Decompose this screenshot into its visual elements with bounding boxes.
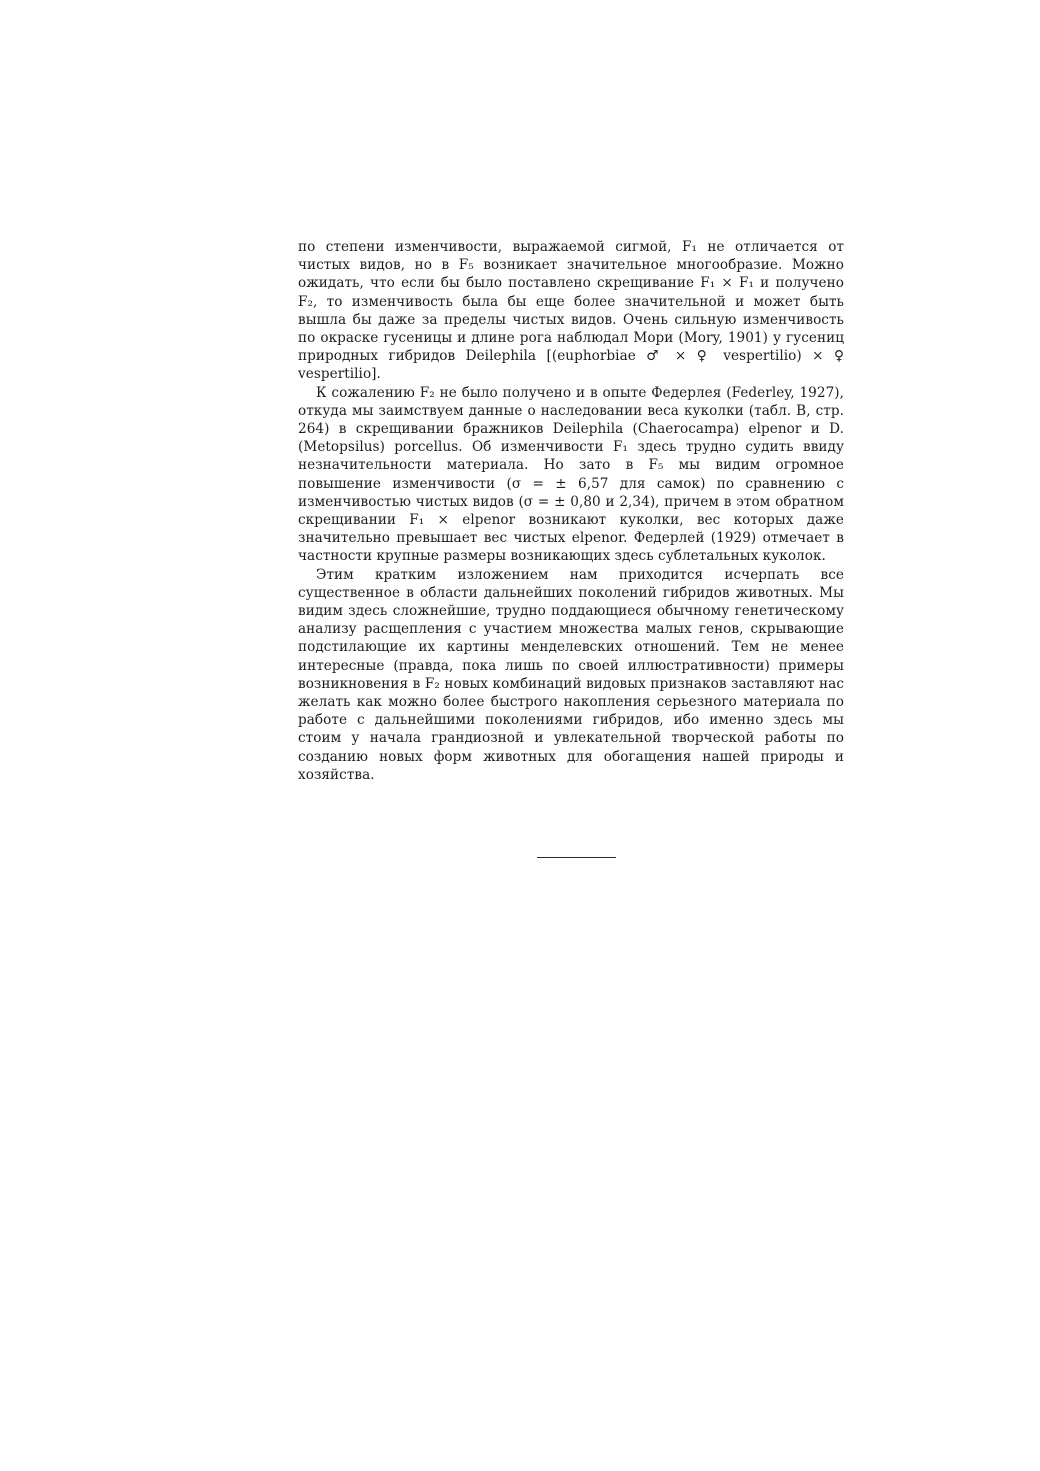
paragraph-2: К сожалению F₂ не было получено и в опыте Федерлея (Federley, 1927), откуда мы заимствуем данные о наследовании веса куколки (табл. B, стр. 264) в скрещивании бражников Deilephila (Chaerocampa) elpenor и D. (Metopsilus) porcellus. Об изменчивости F₁ здесь трудно судить ввиду незначительности материала. Но зато в F₅ мы видим огромное повышение изменчивости (σ = ± 6,57 для самок) по сравнению с изменчивостью чистых видов (σ = ± 0,80 и 2,34), причем в этом обратном скрещивании F₁ × elpenor возникают куколки, вес которых даже значительно превышает вес чистых elpenor. Федерлей (1929) отмечает в частности крупные размеры возникающих здесь сублетальных куколок. xyxy=(298,384,844,565)
section-end-rule xyxy=(537,857,616,858)
body-text xyxy=(298,238,844,784)
paragraph-3: Этим кратким изложением нам приходится исчерпать все существенное в области дальнейших поколений гибридов животных. Мы видим здесь сложнейшие, трудно поддающиеся обычному генетическому анализу расщепления с участием множества малых генов, скрывающие подстилающие их картины менделевских отношений. Тем не менее интересные (правда, пока лишь по своей иллюстративности) примеры возникновения в F₂ новых комбинаций видовых признаков заставляют нас желать как можно более быстрого накопления серьезного материала по работе с дальнейшими поколениями гибридов, ибо именно здесь мы стоим у начала грандиозной и увлекательной творческой работы по созданию новых форм животных для обогащения нашей природы и хозяйства. xyxy=(298,566,844,783)
paragraph-1: по степени изменчивости, выражаемой сигмой, F₁ не отличается от чистых видов, но в F₅ возникает значительное многообразие. Можно ожидать, что если бы было поставлено скрещивание F₁ × F₁ и получено F₂, то изменчивость была бы еще более значительной и может быть вышла бы даже за пределы чистых видов. Очень сильную изменчивость по окраске гусеницы и длине рога наблюдал Мори (Mory, 1901) у гусениц природных гибридов Deilephila [(euphorbiae ♂ × ♀ vespertilio) × ♀ vespertilio]. xyxy=(298,239,844,383)
